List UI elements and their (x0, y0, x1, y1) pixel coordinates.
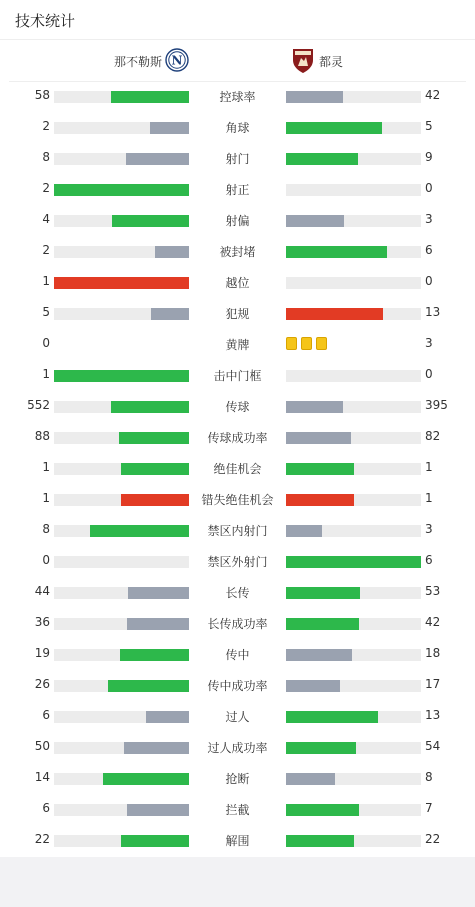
stat-label: 禁区内射门 (207, 524, 268, 538)
stat-label: 错失绝佳机会 (201, 493, 274, 507)
home-stat-bar-track (54, 494, 189, 506)
home-stat-bar-fill (108, 680, 189, 692)
away-stat-bar-track (286, 122, 421, 134)
home-stat-bar-fill (126, 153, 189, 165)
home-stat-bar-fill (54, 277, 189, 289)
napoli-crest-icon (165, 48, 189, 72)
stat-label: 抢断 (225, 772, 250, 786)
stat-row (0, 577, 475, 608)
teams-header (9, 41, 466, 82)
away-stat-bar-fill (286, 122, 382, 134)
stat-label: 禁区外射门 (207, 555, 268, 569)
away-stat-bar-fill (286, 246, 387, 258)
away-stat-bar-track (286, 835, 421, 847)
stat-label: 传球成功率 (207, 431, 268, 445)
away-stat-bar-track (286, 463, 421, 475)
home-stat-bar-fill (127, 804, 189, 816)
stat-row (0, 608, 475, 639)
stat-label: 长传成功率 (207, 617, 268, 631)
away-stat-bar-fill (286, 401, 343, 413)
home-stat-bar-fill (54, 184, 189, 196)
stat-label: 黄牌 (225, 338, 250, 352)
away-stat-bar-track (286, 246, 421, 258)
stat-row (0, 763, 475, 794)
home-stat-value: 5 (42, 305, 50, 319)
home-stat-bar-track (54, 587, 189, 599)
stat-row (0, 825, 475, 856)
stat-label: 拦截 (225, 803, 250, 817)
home-stat-bar-fill (127, 618, 189, 630)
stat-label: 解围 (225, 834, 250, 848)
stat-row (0, 546, 475, 577)
home-stat-value: 1 (42, 274, 50, 288)
away-stat-value: 395 (425, 398, 448, 412)
home-stat-value: 6 (42, 801, 50, 815)
home-stat-bar-fill (124, 742, 189, 754)
home-stat-bar-track (54, 215, 189, 227)
stat-row (0, 391, 475, 422)
away-stat-bar-fill (286, 587, 360, 599)
away-stat-value: 18 (425, 646, 441, 660)
away-stat-bar-track (286, 711, 421, 723)
home-stat-bar-fill (151, 308, 189, 320)
home-stat-value: 88 (34, 429, 50, 443)
home-stat-bar-fill (111, 91, 189, 103)
stat-label: 传中成功率 (207, 679, 268, 693)
away-yellow-cards (286, 337, 327, 351)
away-stat-bar-fill (286, 432, 351, 444)
home-stat-bar-fill (119, 432, 189, 444)
home-stat-bar-track (54, 401, 189, 413)
home-stat-value: 8 (42, 522, 50, 536)
home-stat-value: 44 (34, 584, 50, 598)
stat-row (0, 267, 475, 298)
home-stat-bar-track (54, 184, 189, 196)
home-stat-bar-fill (121, 494, 189, 506)
away-stat-bar-track (286, 432, 421, 444)
away-stat-bar-fill (286, 680, 340, 692)
home-stat-value: 552 (27, 398, 50, 412)
home-stat-value: 2 (42, 181, 50, 195)
away-stat-bar-track (286, 804, 421, 816)
home-team-name: 那不勒斯 (113, 55, 162, 69)
away-stat-value: 8 (425, 770, 433, 784)
stat-row (0, 298, 475, 329)
away-stat-bar-track (286, 370, 421, 382)
away-stat-bar-track (286, 525, 421, 537)
home-stat-bar-track (54, 649, 189, 661)
away-stat-bar-fill (286, 773, 335, 785)
away-stat-value: 6 (425, 243, 433, 257)
home-stat-value: 2 (42, 119, 50, 133)
home-stat-value: 26 (34, 677, 50, 691)
stat-label: 犯规 (225, 307, 250, 321)
stat-label: 角球 (225, 121, 250, 135)
away-stat-value: 54 (425, 739, 441, 753)
home-stat-value: 1 (42, 460, 50, 474)
away-stat-value: 53 (425, 584, 441, 598)
home-stat-bar-track (54, 246, 189, 258)
away-stat-value: 3 (425, 336, 433, 350)
away-stat-value: 1 (425, 491, 433, 505)
away-stat-bar-fill (286, 463, 354, 475)
away-stat-bar-fill (286, 711, 378, 723)
away-stat-bar-track (286, 184, 421, 196)
home-stat-bar-fill (111, 401, 189, 413)
away-stat-value: 0 (425, 274, 433, 288)
away-stat-bar-fill (286, 556, 421, 568)
away-stat-bar-fill (286, 494, 354, 506)
stat-label: 越位 (225, 276, 250, 290)
stat-row (0, 236, 475, 267)
stat-row (0, 81, 475, 112)
home-stat-bar-track (54, 91, 189, 103)
home-stat-bar-track (54, 804, 189, 816)
away-stat-bar-fill (286, 91, 343, 103)
stat-row (0, 794, 475, 825)
home-stat-bar-track (54, 835, 189, 847)
away-stat-value: 3 (425, 522, 433, 536)
away-stat-bar-fill (286, 215, 344, 227)
away-stat-bar-track (286, 680, 421, 692)
yellow-card-icon (301, 337, 312, 350)
stat-row (0, 329, 475, 360)
away-stat-bar-track (286, 215, 421, 227)
home-stat-bar-track (54, 370, 189, 382)
home-stat-value: 4 (42, 212, 50, 226)
away-stat-bar-fill (286, 525, 322, 537)
stat-row (0, 453, 475, 484)
stat-label: 长传 (225, 586, 250, 600)
away-stat-value: 7 (425, 801, 433, 815)
home-stat-bar-fill (150, 122, 189, 134)
home-stat-value: 0 (42, 553, 50, 567)
stat-label: 射正 (225, 183, 250, 197)
away-stat-value: 82 (425, 429, 441, 443)
stat-row (0, 732, 475, 763)
home-stat-value: 22 (34, 832, 50, 846)
away-stat-bar-track (286, 556, 421, 568)
stat-row (0, 174, 475, 205)
away-stat-value: 13 (425, 305, 441, 319)
away-stat-bar-track (286, 494, 421, 506)
away-stat-bar-fill (286, 153, 358, 165)
stat-row (0, 360, 475, 391)
title-bar (0, 0, 475, 40)
home-stat-bar-track (54, 680, 189, 692)
stat-label: 被封堵 (219, 245, 256, 259)
away-stat-value: 6 (425, 553, 433, 567)
stat-label: 击中门框 (213, 369, 262, 383)
home-stat-bar-fill (146, 711, 189, 723)
home-stat-bar-track (54, 277, 189, 289)
home-stat-value: 50 (34, 739, 50, 753)
away-stat-bar-track (286, 277, 421, 289)
home-stat-bar-track (54, 432, 189, 444)
away-stat-bar-track (286, 153, 421, 165)
stat-row (0, 422, 475, 453)
stat-row (0, 205, 475, 236)
stat-label: 过人 (225, 710, 250, 724)
stat-row (0, 112, 475, 143)
away-stat-value: 3 (425, 212, 433, 226)
home-stat-bar-fill (155, 246, 189, 258)
stat-row (0, 143, 475, 174)
away-stat-bar-fill (286, 618, 359, 630)
home-stat-bar-track (54, 556, 189, 568)
home-stat-value: 36 (34, 615, 50, 629)
stat-row (0, 701, 475, 732)
away-stat-bar-track (286, 773, 421, 785)
home-stat-bar-fill (121, 463, 189, 475)
away-team-name: 都灵 (319, 55, 344, 69)
home-stat-value: 14 (34, 770, 50, 784)
away-stat-value: 0 (425, 181, 433, 195)
stat-label: 射门 (225, 152, 250, 166)
stat-row (0, 670, 475, 701)
home-stat-bar-track (54, 122, 189, 134)
home-stat-value: 58 (34, 88, 50, 102)
yellow-card-icon (286, 337, 297, 350)
home-stat-bar-fill (90, 525, 189, 537)
home-stat-bar-track (54, 773, 189, 785)
home-stat-bar-track (54, 525, 189, 537)
home-stat-value: 1 (42, 367, 50, 381)
stat-row (0, 639, 475, 670)
yellow-card-icon (316, 337, 327, 350)
home-stat-bar-track (54, 308, 189, 320)
away-stat-value: 13 (425, 708, 441, 722)
away-stat-value: 17 (425, 677, 441, 691)
home-stat-bar-track (54, 742, 189, 754)
away-stat-value: 9 (425, 150, 433, 164)
away-stat-value: 42 (425, 615, 441, 629)
home-stat-bar-fill (121, 835, 189, 847)
home-stat-bar-fill (103, 773, 189, 785)
page-title: 技术统计 (15, 12, 76, 30)
away-stat-bar-track (286, 742, 421, 754)
away-stat-value: 5 (425, 119, 433, 133)
away-stat-bar-fill (286, 649, 352, 661)
torino-crest-icon (292, 48, 314, 74)
home-stat-bar-track (54, 153, 189, 165)
home-stat-bar-fill (112, 215, 189, 227)
stat-label: 传中 (225, 648, 250, 662)
stat-label: 射偏 (225, 214, 250, 228)
away-stat-bar-track (286, 587, 421, 599)
home-stat-bar-fill (120, 649, 189, 661)
home-stat-value: 19 (34, 646, 50, 660)
stat-label: 传球 (225, 400, 250, 414)
home-stat-value: 0 (42, 336, 50, 350)
home-stat-bar-track (54, 618, 189, 630)
home-stat-bar-fill (54, 370, 189, 382)
stat-label: 过人成功率 (207, 741, 268, 755)
away-stat-value: 42 (425, 88, 441, 102)
stat-label: 绝佳机会 (213, 462, 262, 476)
away-stat-bar-track (286, 649, 421, 661)
stat-row (0, 515, 475, 546)
home-stat-value: 1 (42, 491, 50, 505)
away-stat-bar-fill (286, 308, 383, 320)
home-stat-value: 6 (42, 708, 50, 722)
svg-text:N: N (171, 53, 183, 68)
stat-label: 控球率 (219, 90, 256, 104)
away-stat-value: 1 (425, 460, 433, 474)
home-stat-bar-fill (128, 587, 189, 599)
home-stat-bar-track (54, 463, 189, 475)
stat-row (0, 484, 475, 515)
home-stat-value: 8 (42, 150, 50, 164)
away-stat-bar-fill (286, 804, 359, 816)
away-stat-bar-fill (286, 742, 356, 754)
away-stat-bar-track (286, 91, 421, 103)
away-stat-bar-fill (286, 835, 354, 847)
home-stat-value: 2 (42, 243, 50, 257)
away-stat-bar-track (286, 401, 421, 413)
away-stat-value: 22 (425, 832, 441, 846)
home-stat-bar-track (54, 711, 189, 723)
away-stat-bar-track (286, 618, 421, 630)
away-stat-bar-track (286, 308, 421, 320)
away-stat-value: 0 (425, 367, 433, 381)
